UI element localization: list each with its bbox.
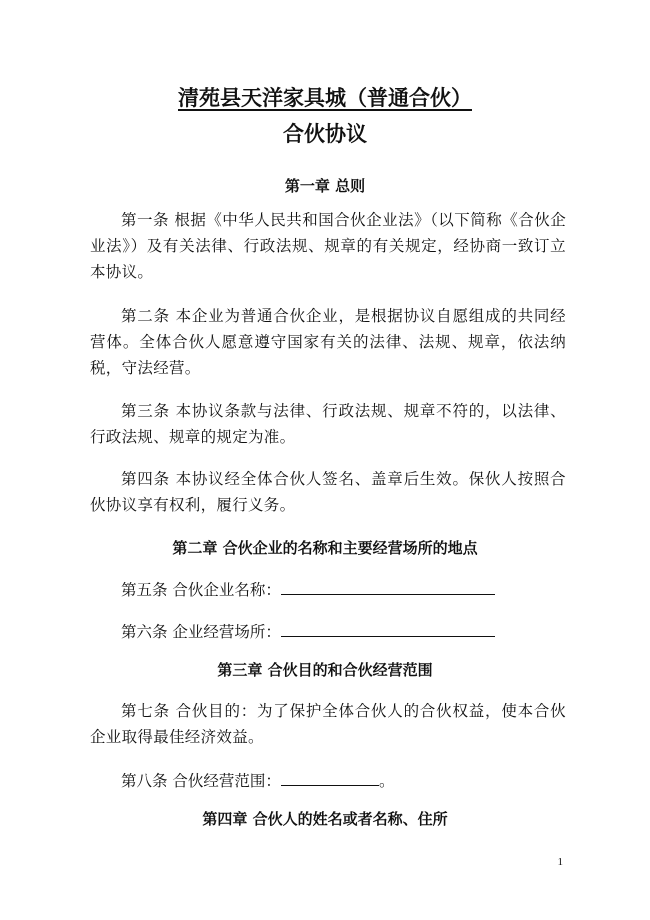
chapter-3-heading: 第三章 合伙目的和合伙经营范围 (217, 661, 433, 679)
chapter-1-heading: 第一章 总则 (284, 177, 366, 195)
article-6-label: 第六条 企业经营场所： (121, 623, 281, 641)
title-line-1: 清苑县天洋家具城（普通合伙） (178, 85, 472, 110)
article-5-row (121, 576, 495, 603)
business-scope-blank (281, 767, 379, 786)
document-subtitle: 合伙协议 (283, 121, 367, 146)
document-title (0, 84, 650, 112)
business-location-blank (281, 618, 495, 637)
article-8-label: 第八条 合伙经营范围： (121, 772, 281, 790)
article-5-label: 第五条 合伙企业名称： (121, 581, 281, 599)
article-3: 第三条 本协议条款与法律、行政法规、规章不符的，以法律、行政法规、规章的规定为准。 (90, 402, 566, 446)
chapter-2-heading: 第二章 合伙企业的名称和主要经营场所的地点 (172, 539, 478, 557)
chapter-4-heading: 第四章 合伙人的姓名或者名称、住所 (202, 810, 448, 828)
article-6-row (121, 618, 495, 645)
article-8-suffix: 。 (378, 772, 395, 790)
article-2: 第二条 本企业为普通合伙企业，是根据协议自愿组成的共同经营体。全体合伙人愿意遵守国家有关的法律、法规、规章，依法纳税，守法经营。 (90, 307, 566, 377)
article-4: 第四条 本协议经全体合伙人签名、盖章后生效。保伙人按照合伙协议享有权利，履行义务。 (90, 470, 566, 514)
enterprise-name-blank (281, 576, 495, 595)
article-7: 第七条 合伙目的：为了保护全体合伙人的合伙权益，使本合伙企业取得最佳经济效益。 (90, 702, 566, 746)
article-8-row (121, 767, 394, 794)
page-number: 1 (557, 856, 563, 868)
article-1: 第一条 根据《中华人民共和国合伙企业法》（以下简称《合伙企业法》）及有关法律、行政法规、规章的有关规定，经协商一致订立本协议。 (90, 211, 566, 281)
